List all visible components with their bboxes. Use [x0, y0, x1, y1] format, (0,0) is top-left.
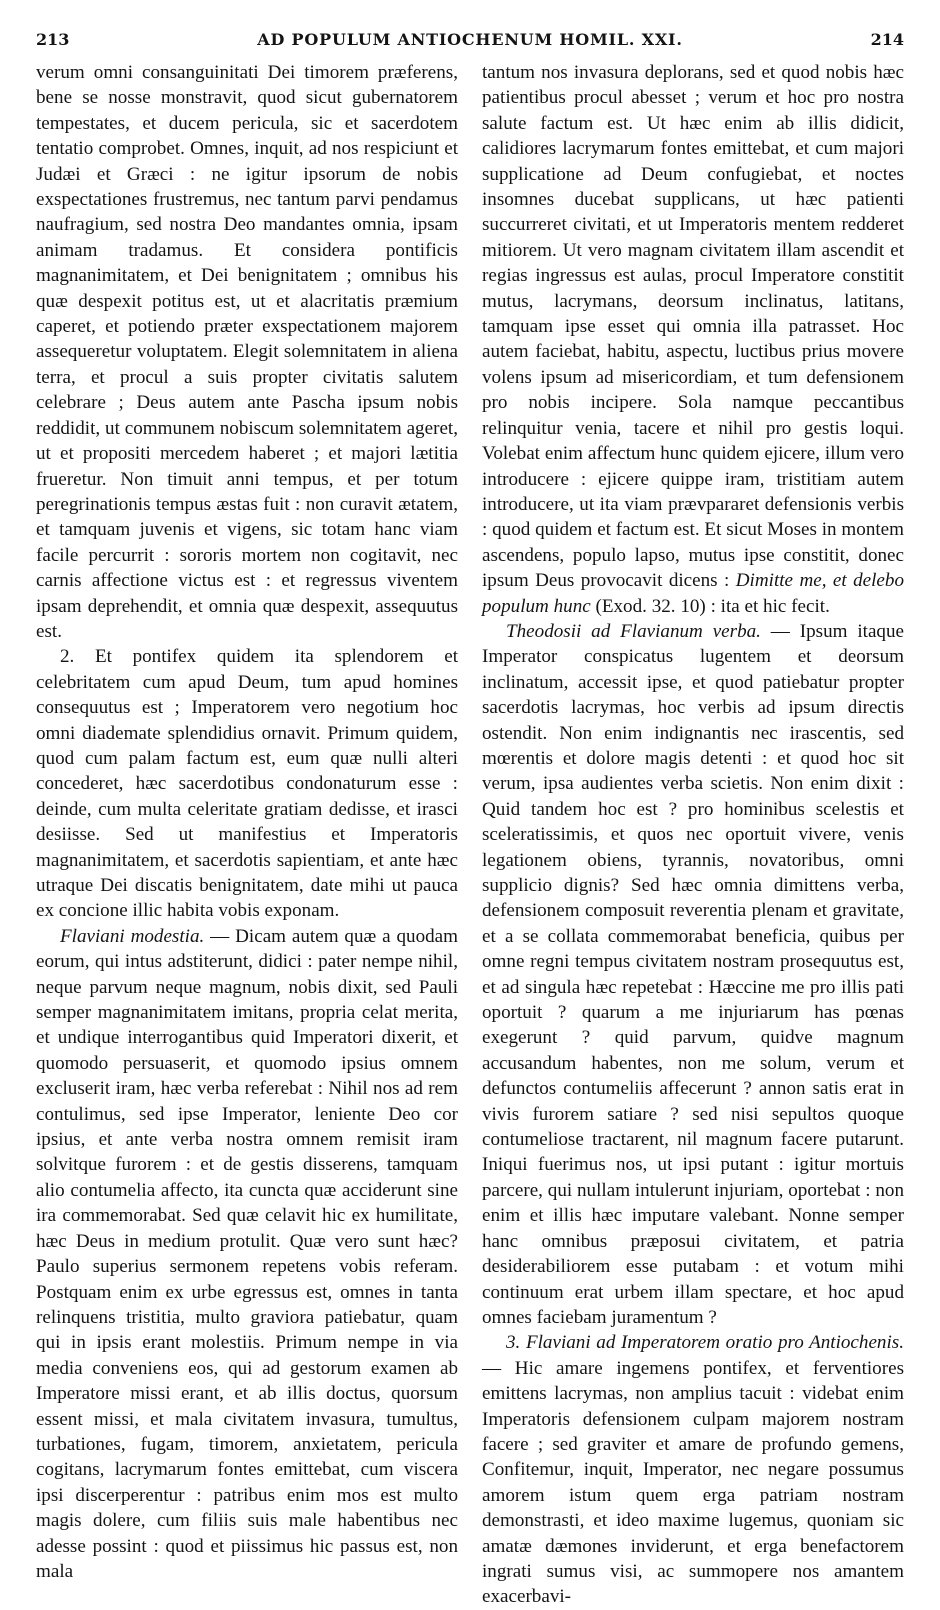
paragraph-text: — Hic amare ingemens pontifex, et ferventiores emittens lacrymas, non amplius tacuit : videbat enim Imperatoris defensionem culpam majorem nostram facere ; sed graviter et amare de profundo gemens, Confitemur, inquit, Imperator, nec negare possumus amorem istum quem erga patriam nostram demonstrasti, et ideo maxime lugemus, quoniam sic amatæ dæmones inviderunt, et erga benefactorem ingrati sumus visi, ac summopere nos amantem exacerbavi- [482, 1357, 904, 1608]
scripture-reference: (Exod. 32. 10) : ita et hic fecit. [590, 595, 830, 617]
paragraph-text: — Ipsum itaque Imperator conspicatus lugentem et deorsum inclinatum, accessit ipse, et quod patiebatur propter sacerdotis lacrymas, hoc verbis ad ipsum directis ostendit. Non enim indignantis nec irascentis, sed mœrentis et dolore magis detenti : et quod hoc sit verum, ipsa audientes verba scietis. Non enim dixit : Quid tandem hoc est ? pro hominibus scelestis et sceleratissimis, et quos nec oportuit vivere, venis legationem obiens, tyrannis, novatoribus, omni supplicio dignis? Sed hæc omnia dimittens verba, defensionem composuit reverentia plenam et gravitate, et a se collata commemorabat beneficia, quibus per omne regni tempus civitatem nostram prosequutus est, et ad singula hæc repetebat : Hæccine me pro illis pati oportuit ? quarum a me injuriarum has pœnas exegerunt ? quid parvum, quidve magnum accusandum habentes, non me solum, verum et defunctos contumeliis affecerunt ? annon satis erat in vivis furorem satiare ? sed nisi sepultos quoque contumeliose tractarent, nil magnum facere putarunt. Iniqui fuerimus nos, ut ipsi putant : igitur mortuis parcere, qui nullam intulerunt injuriam, oportebat : non enim et illis hæc imputare valebant. Nonne semper hanc omnibus præposui civitatem, et patria desiderabiliorem esse putabam : et votum mihi continuum erat urbem illam spectare, et hoc apud omnes faciebam juramentum ? [482, 620, 904, 1328]
scripture-quote: Dimitte me, et delebo populum hunc [482, 570, 904, 617]
paragraph [36, 924, 458, 1585]
section-subheading: Flaviani modestia. [60, 925, 205, 947]
section-subheading: 3. Flaviani ad Imperatorem oratio pro Antiochenis. [506, 1332, 904, 1354]
paragraph-text: tantum nos invasura deplorans, sed et quod nobis hæc patientibus procul abesset ; verum et hoc pro nostra salute factum est. Ut hæc enim ab illis didicit, calidiores lacrymarum fontes emittebat, et cum majori supplicatione ad Deum confugiebat, et noctes insomnes ducebat supplicans, ut hæc patienti succurreret civitati, et ut Imperatoris mentem redderet mitiorem. Ut vero magnam civitatem illam ascendit et regias ingressus est aulas, procul Imperatore constitit mutus, lacrymans, deorsum inclinatus, latitans, tamquam ipse esset qui omnia illa patrasset. Hoc autem faciebat, habitu, aspectu, luctibus prius movere volens ipsum ad misericordiam, et tum defensionem pro nobis incipere. Sola namque peccantibus relinquitur venia, tacere et nihil pro gestis loqui. Volebat enim affectum hunc quidem ejicere, illum vero introducere : ejicere quippe iram, tristitiam autem introducere, ut ita viam prævpararet defensionis verbis : quod quidem et factum est. Et sicut Moses in montem ascendens, populo lapso, mutus ipse constitit, donec ipsum Deus provocavit dicens : [482, 62, 904, 592]
page-number-left: 213 [36, 30, 70, 49]
paragraph [482, 1330, 904, 1609]
paragraph [482, 60, 904, 619]
page-number-right: 214 [870, 30, 904, 49]
paragraph: 2. Et pontifex quidem ita splendorem et celebritatem cum apud Deum, tum apud homines consequutus est ; Imperatorem vero negotium hoc omni diademate splendidius ornavit. Primum quidem, quod cum palam factum est, eum quæ nulli alteri concederet, hæc sacerdotibus condonaturum esse : deinde, cum multa celeritate gratiam dedisse, et irasci desiisse. Sed ut manifestius et Imperatoris magnanimitatem, et sacerdotis sapientiam, et ante hæc utraque Dei discatis benignitatem, date mihi ut pauca ex concione illic habita vobis exponam. [36, 646, 458, 922]
running-title: AD POPULUM ANTIOCHENUM HOMIL. XXI. [257, 30, 683, 49]
section-subheading: Theodosii ad Flavianum verba. [506, 620, 761, 642]
paragraph: verum omni consanguinitati Dei timorem præferens, bene se nosse monstravit, quod sicut gubernatorem tempestates, et ducem pericula, sic et sacerdotem tentatio comprobet. Omnes, inquit, ad nos respiciunt et Judæi et Græci : ne igitur ipsorum de nobis exspectationes frustremus, nec tantum parvi pendamus naufragium, sed nostra Deo mandantes omnia, ipsam animam tradamus. Et considera pontificis magnanimitatem, et Dei benignitatem ; omnibus his quæ despexit potitus est, ut et alacritatis præmium caperet, et potiendo præter exspectationem majorem assequeretur voluptatem. Elegit solemnitatem in aliena terra, et procul a suis propter civitatis salutem celebrare ; Deus autem ante Pascha ipsum nobis reddidit, ut communem nobiscum solemnitatem ageret, ut et propositi mercedem haberet ; et majori lætitia frueretur. Non timuit anni tempus, et per totum peregrinationis tempus æstas fuit : non curavit ætatem, et tamquam juvenis et vigens, sic totam hanc viam facile percurrit : sororis mortem non cogitavit, nec carnis affectione victus est : et regressus viventem ipsam deprehendit, et omnia quæ despexit, assequutus est. [36, 62, 458, 642]
page-header [36, 30, 904, 54]
left-column [36, 60, 458, 1584]
paragraph-text: — Dicam autem quæ a quodam eorum, qui intus adstiterunt, didici : pater nempe nihil, neque parvum neque magnum, nobis dixit, sed Pauli semper magnanimitatem imitans, propria celat merita, et undique interrogantibus quid Imperatori dixerit, et quomodo persuaserit, et quomodo ipsius omnem excluserit iram, hæc verba referebat : Nihil nos ad rem contulimus, sed ipse Imperator, leniente Deo cor ipsius, et ante verba nostra omnem remisit iram solvitque furorem : et de gestis disserens, tamquam alio contumelia affecto, ita cuncta quæ acciderunt sine ira commemorabat. Sed quæ celavit hic ex humilitate, hæc Deus in medium protulit. Quæ vero sunt hæc? Paulo superius sermonem repetens vobis referam. Postquam enim ex urbe egressus est, omnes in tanta relinquens tristitia, multo graviora patiebatur, quam qui in ipsis erant molestiis. Primum nempe in via media conveniens eos, qui ad gestorum examen ab Imperatore missi erant, et ab illis doctus, quorsum essent missi, et mala civitatem invasura, tumultus, turbationes, fugam, timorem, anxietatem, pericula cogitans, lacrymarum fontes emittebat, cum viscera ipsi discerperentur : patribus enim mos est multo magis dolere, cum filiis suis male habentibus nec adesse possint : quod et piissimus hic passus est, non mala [36, 925, 458, 1582]
right-column [482, 60, 904, 1610]
paragraph [482, 619, 904, 1330]
